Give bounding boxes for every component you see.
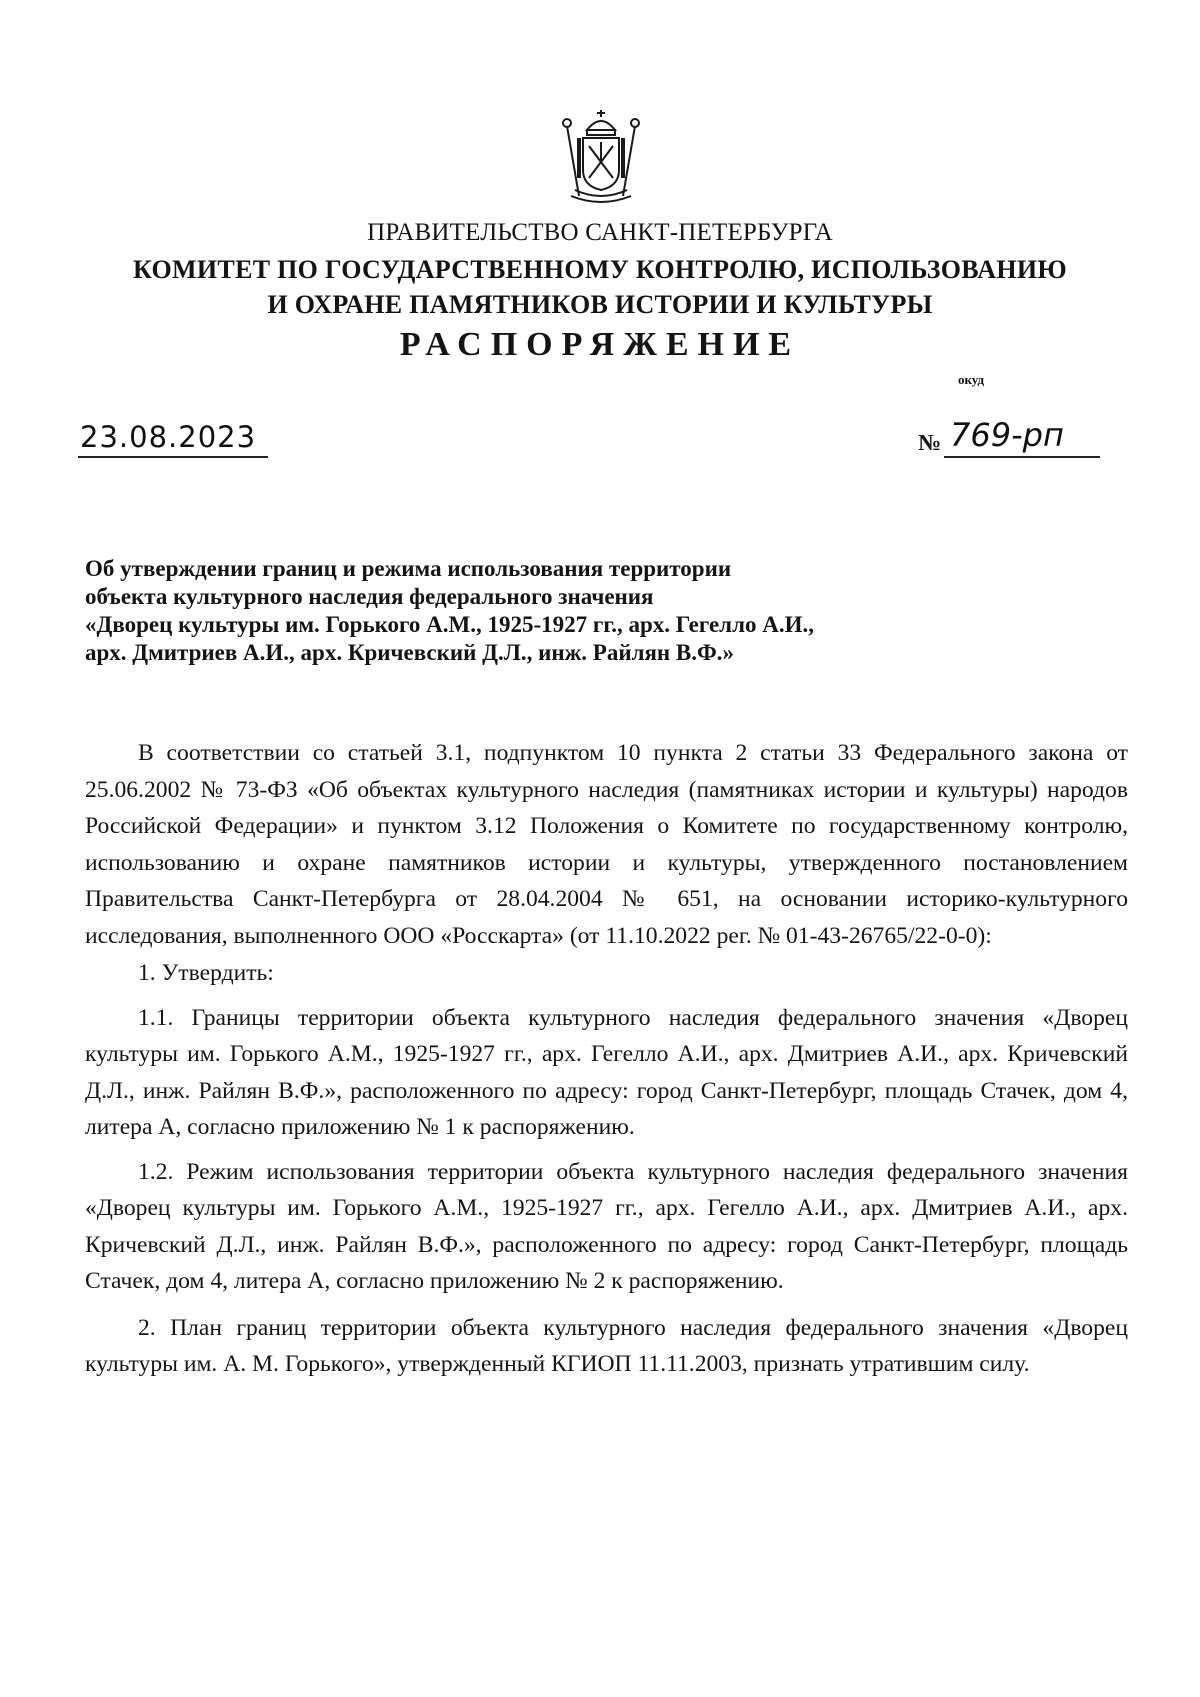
document-date: 23.08.2023	[80, 420, 257, 454]
preamble-paragraph: В соответствии со статьей 3.1, подпунктом 10 пункта 2 статьи 33 Федерального закона от 25.06.2002 № 73-ФЗ «Об объектах культурного наследия (памятниках истории и культуры) народов Российской Федерации» и пунктом 3.12 Положения о Комитете по государственному контролю, использованию и охране памятников истории и культуры, утвержденного постановлением Правительства Санкт-Петербурга от 28.04.2004 № 651, на основании историко-культурного исследования, выполненного ООО «Росскарта» (от 11.10.2022 рег. № 01-43-26765/22-0-0):	[85, 740, 1128, 949]
subject-line-1: Об утверждении границ и режима использования территории	[85, 556, 732, 581]
date-underline	[78, 456, 268, 458]
committee-name-line-2: И ОХРАНЕ ПАМЯТНИКОВ ИСТОРИИ И КУЛЬТУРЫ	[267, 290, 933, 319]
government-name: ПРАВИТЕЛЬСТВО САНКТ-ПЕТЕРБУРГА	[367, 219, 833, 246]
document-body	[85, 735, 1128, 1383]
subject-line-3: «Дворец культуры им. Горького А.М., 1925-1927 гг., арх. Гегелло А.И.,	[85, 612, 814, 637]
subject-line-4: арх. Дмитриев А.И., арх. Кричевский Д.Л., инж. Райлян В.Ф.»	[85, 640, 735, 665]
item-2-paragraph: 2. План границ территории объекта культурного наследия федерального значения «Дворец культуры им. А. М. Горького», утвержденный КГИОП 11.11.2003, признать утратившим силу.	[85, 1314, 1128, 1377]
coat-of-arms-icon	[553, 108, 649, 208]
okud-label: окуд	[958, 372, 985, 387]
subject-line-2: объекта культурного наследия федерального значения	[85, 584, 654, 609]
number-underline	[944, 456, 1100, 458]
document-subject	[85, 555, 965, 667]
item-1-1-paragraph: 1.1. Границы территории объекта культурного наследия федерального значения «Дворец культуры им. Горького А.М., 1925-1927 гг., арх. Гегелло А.И., арх. Дмитриев А.И., арх. Кричевский Д.Л., инж. Райлян В.Ф.», расположенного по адресу: город Санкт-Петербург, площадь Стачек, дом 4, литера А, согласно приложению № 1 к распоряжению.	[85, 1004, 1128, 1140]
document-number: 769-рп	[950, 416, 1064, 454]
committee-name	[0, 252, 1200, 322]
committee-name-line-1: КОМИТЕТ ПО ГОСУДАРСТВЕННОМУ КОНТРОЛЮ, ИСПОЛЬЗОВАНИЮ	[133, 255, 1067, 284]
number-sign: №	[918, 430, 942, 455]
item-1-2-paragraph: 1.2. Режим использования территории объекта культурного наследия федерального значения «Дворец культуры им. Горького А.М., 1925-1927 гг., арх. Гегелло А.И., арх. Дмитриев А.И., арх. Кричевский Д.Л., инж. Райлян В.Ф.», расположенного по адресу: город Санкт-Петербург, площадь Стачек, дом 4, литера А, согласно приложению № 2 к распоряжению.	[85, 1158, 1128, 1294]
document-type-title: РАСПОРЯЖЕНИЕ	[399, 326, 801, 363]
item-1-paragraph: 1. Утвердить:	[138, 960, 274, 986]
